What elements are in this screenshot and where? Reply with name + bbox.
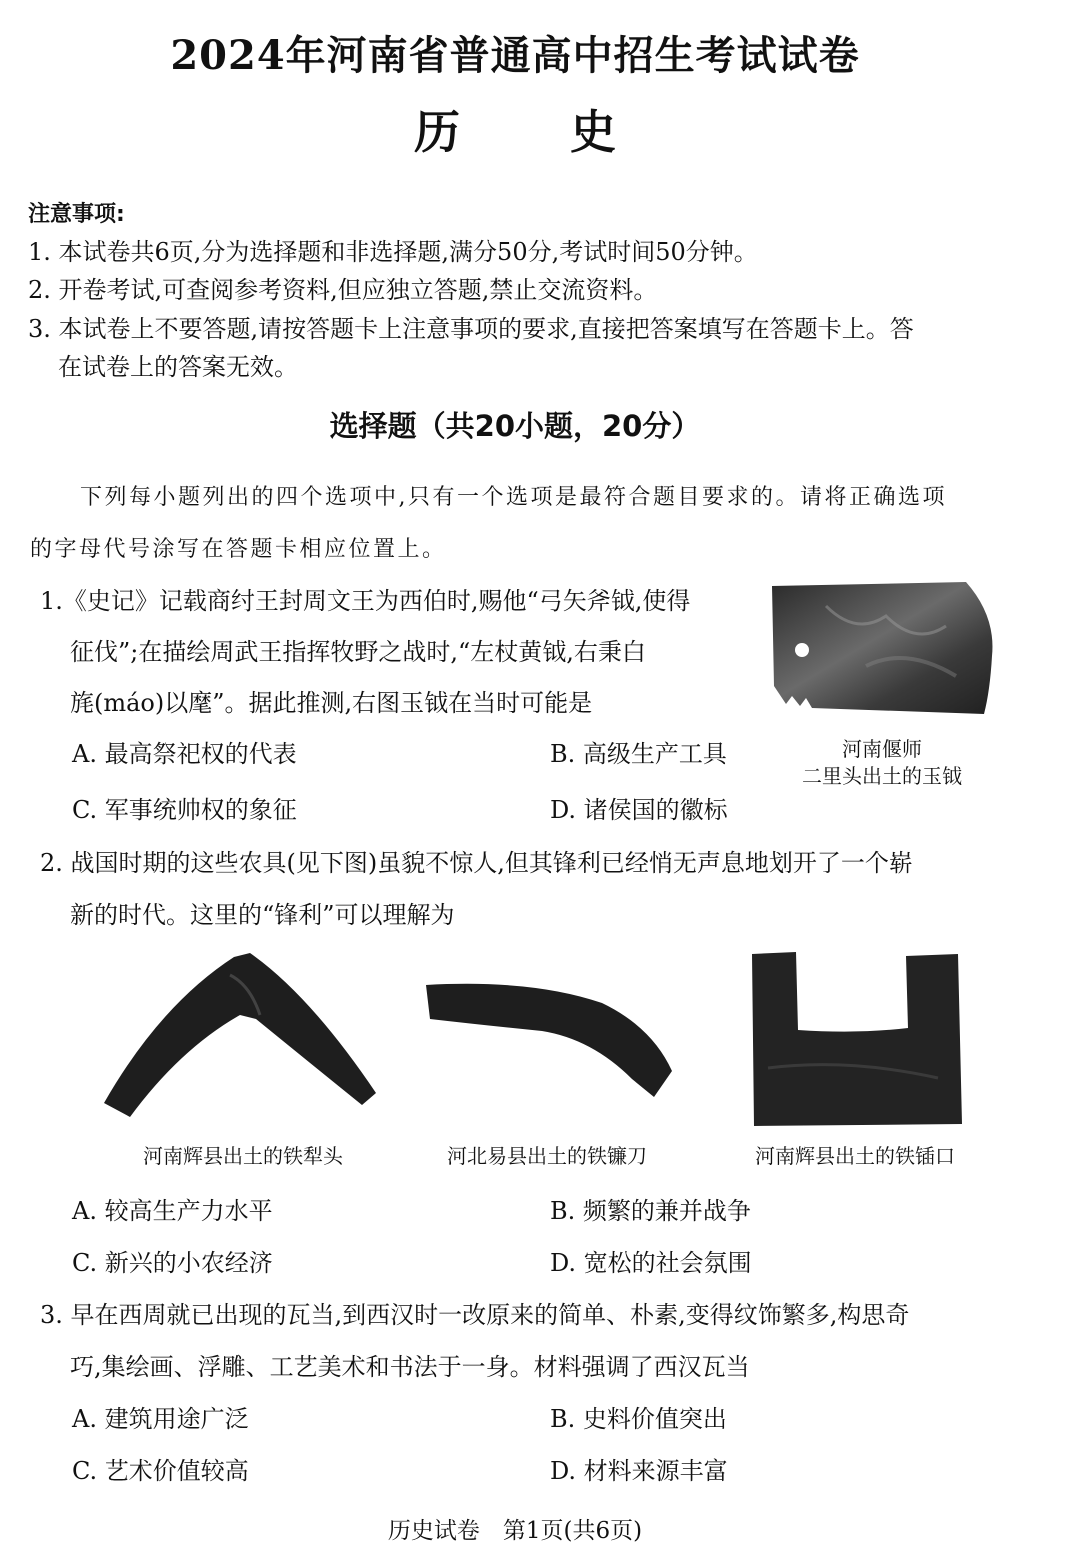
notice-item-1: 1. 本试卷共6页,分为选择题和非选择题,满分50分,考试时间50分钟。	[28, 238, 758, 266]
q2-line-2: 新的时代。这里的“锋利”可以理解为	[70, 901, 455, 929]
jade-axe-image	[766, 576, 998, 720]
section-title: 选择题（共20小题，20分）	[329, 409, 701, 443]
section-instruction-line1: 下列每小题列出的四个选项中,只有一个选项是最符合题目要求的。请将正确选项	[80, 485, 947, 510]
q2-option-d: D. 宽松的社会氛围	[550, 1249, 752, 1277]
exam-title: 2024年河南省普通高中招生考试试卷	[170, 32, 860, 79]
q1-image-caption-line1: 河南偃师	[842, 737, 922, 761]
iron-plowshare-image	[100, 945, 380, 1125]
q1-line-1: 1.《史记》记载商纣王封周文王为西伯时,赐他“弓矢斧钺,使得	[40, 587, 691, 615]
q2-option-b: B. 频繁的兼并战争	[550, 1197, 751, 1225]
q1-image-caption-line2: 二里头出土的玉钺	[802, 764, 962, 788]
q2-option-a: A. 较高生产力水平	[72, 1197, 273, 1225]
q3-line-1: 3. 早在西周就已出现的瓦当,到西汉时一改原来的简单、朴素,变得纹饰繁多,构思奇	[40, 1301, 910, 1329]
section-instruction-line2: 的字母代号涂写在答题卡相应位置上。	[30, 537, 447, 562]
q2-caption-plowshare: 河南辉县出土的铁犁头	[143, 1144, 343, 1168]
q2-line-1: 2. 战国时期的这些农具(见下图)虽貌不惊人,但其锋利已经悄无声息地划开了一个崭	[40, 849, 913, 877]
notice-item-3-cont: 在试卷上的答案无效。	[58, 353, 298, 381]
q1-option-d: D. 诸侯国的徽标	[550, 796, 728, 824]
subject-title: 历史	[414, 105, 726, 159]
q1-option-b: B. 高级生产工具	[550, 740, 727, 768]
q2-caption-sickle: 河北易县出土的铁镰刀	[447, 1144, 647, 1168]
q1-line-3: 旄(máo)以麾”。据此推测,右图玉钺在当时可能是	[70, 689, 593, 717]
q1-option-c: C. 军事统帅权的象征	[72, 796, 297, 824]
notice-item-3: 3. 本试卷上不要答题,请按答题卡上注意事项的要求,直接把答案填写在答题卡上。答	[28, 315, 914, 343]
page-footer: 历史试卷 第1页(共6页)	[387, 1518, 643, 1544]
q3-option-b: B. 史料价值突出	[550, 1405, 727, 1433]
q3-option-a: A. 建筑用途广泛	[72, 1405, 249, 1433]
notice-item-2: 2. 开卷考试,可查阅参考资料,但应独立答题,禁止交流资料。	[28, 276, 658, 304]
q3-option-c: C. 艺术价值较高	[72, 1457, 249, 1485]
q3-line-2: 巧,集绘画、浮雕、工艺美术和书法于一身。材料强调了西汉瓦当	[70, 1353, 750, 1381]
q2-caption-spade-edge: 河南辉县出土的铁锸口	[755, 1144, 955, 1168]
notice-heading: 注意事项:	[28, 202, 125, 227]
q3-option-d: D. 材料来源丰富	[550, 1457, 728, 1485]
q1-line-2: 征伐”;在描绘周武王指挥牧野之战时,“左杖黄钺,右秉白	[70, 638, 646, 666]
q1-option-a: A. 最高祭祀权的代表	[72, 740, 297, 768]
iron-spade-edge-image	[748, 948, 968, 1130]
iron-sickle-image	[422, 975, 682, 1105]
q2-option-c: C. 新兴的小农经济	[72, 1249, 273, 1277]
